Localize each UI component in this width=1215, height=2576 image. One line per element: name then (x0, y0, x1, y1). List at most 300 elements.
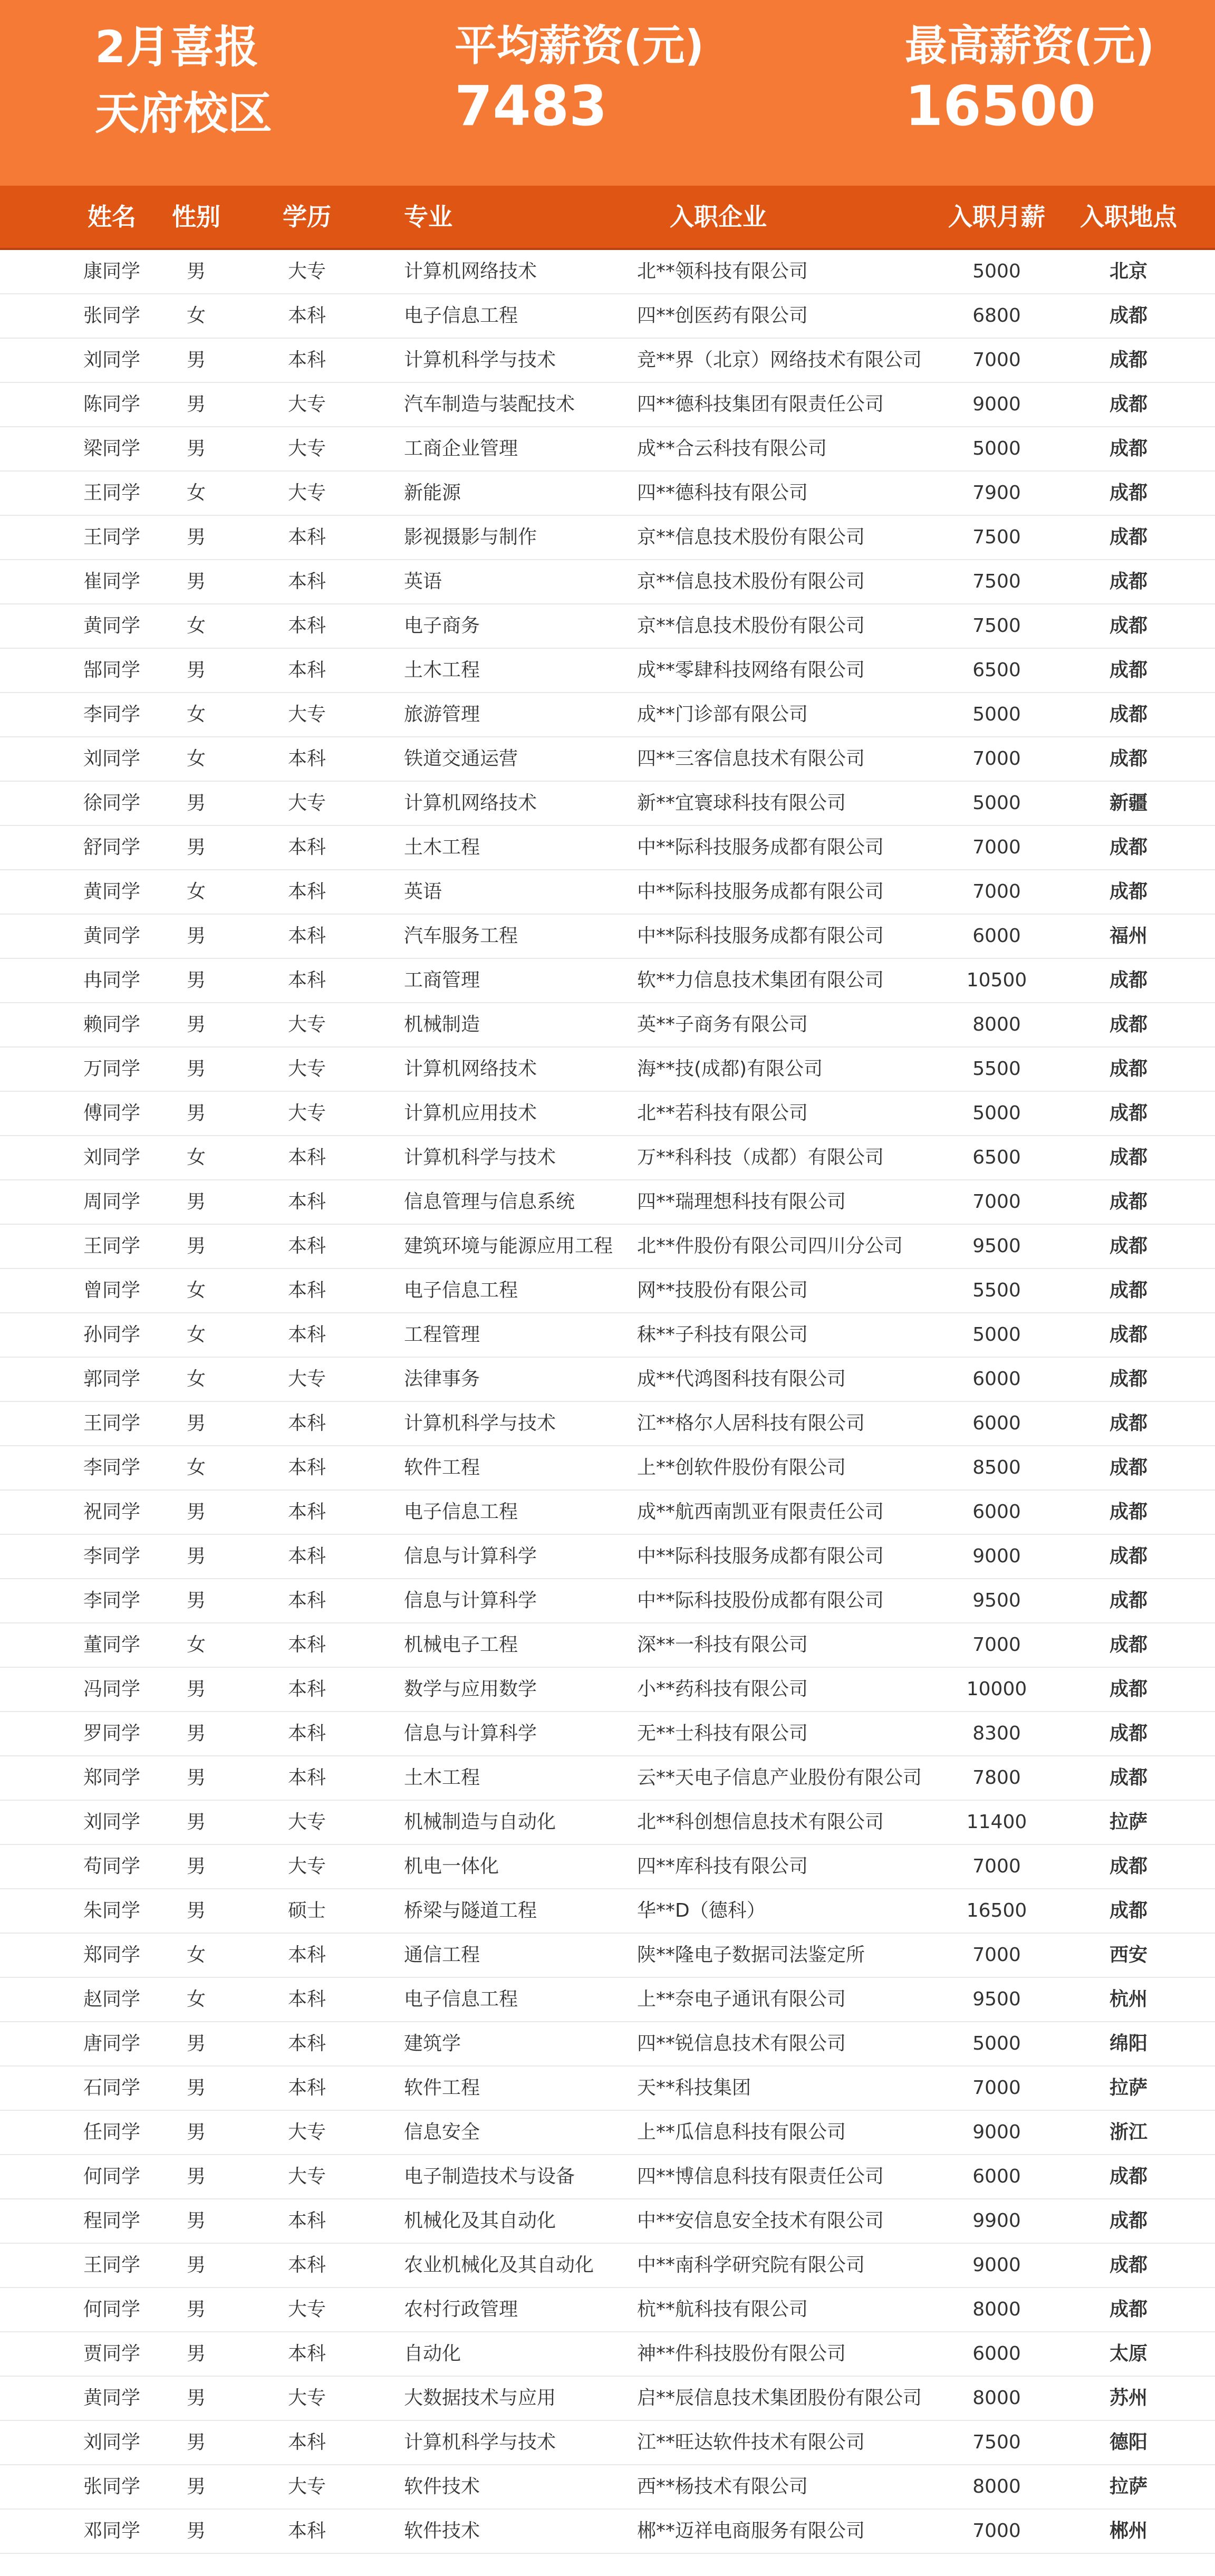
student-name: 王同学 (83, 1412, 140, 1434)
work-city: 成都 (1109, 2166, 1148, 2187)
student-major: 电子信息工程 (404, 1501, 518, 1523)
student-name: 黄同学 (83, 2387, 140, 2409)
table-row (0, 959, 1215, 1003)
work-city: 绵阳 (1109, 2033, 1148, 2054)
table-row (0, 2377, 1215, 2421)
student-education: 大专 (287, 2121, 326, 2143)
student-major: 工商管理 (404, 969, 480, 991)
student-gender: 男 (186, 969, 206, 991)
student-major: 电子信息工程 (404, 1988, 518, 2010)
student-gender: 男 (186, 1767, 206, 1789)
employer-company: 秣**子科技有限公司 (637, 1324, 808, 1345)
work-city: 成都 (1109, 305, 1148, 326)
employer-company: 中**际科技服务成都有限公司 (637, 925, 884, 947)
student-major: 桥梁与隧道工程 (404, 1900, 537, 1921)
work-city: 成都 (1109, 1191, 1148, 1213)
student-major: 计算机网络技术 (404, 1058, 537, 1080)
student-gender: 女 (186, 704, 206, 725)
monthly-salary: 7500 (972, 571, 1021, 592)
employer-company: 四**德科技有限公司 (637, 482, 808, 504)
student-gender: 男 (186, 1235, 206, 1257)
employer-company: 北**若科技有限公司 (637, 1102, 808, 1124)
student-gender: 男 (186, 792, 206, 814)
student-gender: 男 (186, 1191, 206, 1213)
table-row (0, 2288, 1215, 2332)
student-name: 徐同学 (83, 792, 140, 814)
employer-company: 小**药科技有限公司 (637, 1678, 808, 1700)
student-gender: 男 (186, 2431, 206, 2453)
monthly-salary: 7900 (972, 482, 1021, 504)
student-major: 信息与计算科学 (404, 1590, 537, 1611)
employer-company: 成**合云科技有限公司 (637, 438, 827, 459)
work-city: 成都 (1109, 1058, 1148, 1080)
employer-company: 深**一科技有限公司 (637, 1634, 808, 1656)
student-name: 康同学 (83, 261, 140, 282)
work-city: 德阳 (1109, 2431, 1148, 2453)
student-name: 何同学 (83, 2299, 140, 2320)
employer-company: 华**D（德科） (637, 1900, 766, 1921)
monthly-salary: 8000 (972, 2476, 1021, 2497)
student-name: 刘同学 (83, 748, 140, 770)
employer-company: 英**子商务有限公司 (637, 1014, 808, 1035)
student-major: 电子制造技术与设备 (404, 2166, 575, 2187)
employer-company: 陕**隆电子数据司法鉴定所 (637, 1944, 865, 1966)
employer-company: 京**信息技术股份有限公司 (637, 526, 865, 548)
table-row (0, 1402, 1215, 1446)
student-name: 舒同学 (83, 837, 140, 858)
student-education: 本科 (287, 305, 326, 326)
work-city: 西安 (1109, 1944, 1148, 1966)
table-header (0, 186, 1215, 250)
monthly-salary: 9000 (972, 2121, 1021, 2143)
student-gender: 女 (186, 1988, 206, 2010)
work-city: 成都 (1109, 1368, 1148, 1390)
student-gender: 男 (186, 2210, 206, 2232)
table-row (0, 1978, 1215, 2022)
student-education: 大专 (287, 2387, 326, 2409)
campus-name: 天府校区 (95, 88, 273, 139)
monthly-salary: 5000 (972, 2033, 1021, 2054)
student-gender: 男 (186, 1014, 206, 1035)
student-name: 冯同学 (83, 1678, 140, 1700)
student-education: 大专 (287, 1102, 326, 1124)
student-gender: 男 (186, 2254, 206, 2276)
work-city: 成都 (1109, 748, 1148, 770)
student-gender: 男 (186, 1678, 206, 1700)
student-name: 黄同学 (83, 925, 140, 947)
student-gender: 男 (186, 2033, 206, 2054)
table-row (0, 2332, 1215, 2377)
monthly-salary: 6000 (972, 2166, 1021, 2187)
student-education: 本科 (287, 1545, 326, 1567)
student-education: 本科 (287, 969, 326, 991)
table-row (0, 2465, 1215, 2510)
employer-company: 北**件股份有限公司四川分公司 (637, 1235, 903, 1257)
student-education: 本科 (287, 1280, 326, 1301)
monthly-salary: 7000 (972, 1191, 1021, 1213)
student-education: 本科 (287, 1634, 326, 1656)
student-major: 机电一体化 (404, 1856, 499, 1877)
student-name: 刘同学 (83, 2431, 140, 2453)
table-row (0, 2066, 1215, 2111)
student-name: 祝同学 (83, 1501, 140, 1523)
work-city: 浙江 (1109, 2121, 1148, 2143)
work-city: 成都 (1109, 2254, 1148, 2276)
student-name: 赖同学 (83, 1014, 140, 1035)
monthly-salary: 7000 (972, 2520, 1021, 2542)
monthly-salary: 7500 (972, 2431, 1021, 2453)
employer-company: 中**际科技服务成都有限公司 (637, 881, 884, 902)
table-row (0, 915, 1215, 959)
student-name: 王同学 (83, 1235, 140, 1257)
employer-company: 竞**界（北京）网络技术有限公司 (637, 349, 922, 371)
table-row (0, 870, 1215, 915)
header-major: 专业 (404, 203, 452, 231)
table-row (0, 1623, 1215, 1668)
table-row (0, 1003, 1215, 1047)
work-city: 成都 (1109, 881, 1148, 902)
work-city: 成都 (1109, 704, 1148, 725)
table-row (0, 250, 1215, 294)
student-education: 本科 (287, 1988, 326, 2010)
table-row (0, 516, 1215, 560)
employer-company: 成**门诊部有限公司 (637, 704, 808, 725)
student-education: 本科 (287, 615, 326, 637)
student-education: 大专 (287, 792, 326, 814)
student-education: 大专 (287, 438, 326, 459)
employer-company: 神**件科技股份有限公司 (637, 2343, 846, 2364)
student-gender: 女 (186, 1147, 206, 1168)
monthly-salary: 9000 (972, 1545, 1021, 1567)
table-row (0, 1180, 1215, 1225)
table-row (0, 1491, 1215, 1535)
table-row (0, 1845, 1215, 1889)
student-major: 农业机械化及其自动化 (404, 2254, 594, 2276)
student-education: 本科 (287, 1501, 326, 1523)
work-city: 拉萨 (1109, 1811, 1148, 1833)
student-gender: 男 (186, 659, 206, 681)
student-name: 罗同学 (83, 1723, 140, 1744)
student-major: 土木工程 (404, 659, 480, 681)
student-name: 王同学 (83, 2254, 140, 2276)
student-education: 本科 (287, 1235, 326, 1257)
work-city: 成都 (1109, 1280, 1148, 1301)
monthly-salary: 7500 (972, 615, 1021, 637)
student-gender: 男 (186, 261, 206, 282)
work-city: 成都 (1109, 1856, 1148, 1877)
employer-company: 江**格尔人居科技有限公司 (637, 1412, 865, 1434)
monthly-salary: 6500 (972, 1147, 1021, 1168)
student-education: 大专 (287, 1856, 326, 1877)
table-row (0, 1889, 1215, 1934)
student-major: 英语 (404, 881, 442, 902)
student-major: 新能源 (404, 482, 461, 504)
student-gender: 男 (186, 2476, 206, 2497)
monthly-salary: 9500 (972, 1590, 1021, 1611)
student-gender: 男 (186, 2121, 206, 2143)
student-education: 大专 (287, 704, 326, 725)
student-major: 建筑环境与能源应用工程 (404, 1235, 613, 1257)
student-gender: 男 (186, 925, 206, 947)
table-row (0, 737, 1215, 782)
student-major: 农村行政管理 (404, 2299, 518, 2320)
employer-company: 北**科创想信息技术有限公司 (637, 1811, 884, 1833)
student-gender: 男 (186, 1856, 206, 1877)
student-name: 冉同学 (83, 969, 140, 991)
student-education: 本科 (287, 349, 326, 371)
table-row (0, 472, 1215, 516)
work-city: 成都 (1109, 482, 1148, 504)
work-city: 成都 (1109, 1147, 1148, 1168)
student-name: 郭同学 (83, 1368, 140, 1390)
student-name: 王同学 (83, 482, 140, 504)
student-gender: 女 (186, 1280, 206, 1301)
monthly-salary: 11400 (966, 1811, 1027, 1833)
student-name: 李同学 (83, 1457, 140, 1478)
student-name: 何同学 (83, 2166, 140, 2187)
student-education: 本科 (287, 881, 326, 902)
employer-company: 四**库科技有限公司 (637, 1856, 808, 1877)
student-education: 大专 (287, 2476, 326, 2497)
student-gender: 男 (186, 1723, 206, 1744)
student-major: 法律事务 (404, 1368, 480, 1390)
student-gender: 男 (186, 1545, 206, 1567)
student-name: 黄同学 (83, 615, 140, 637)
monthly-salary: 9000 (972, 2254, 1021, 2276)
work-city: 成都 (1109, 1634, 1148, 1656)
student-education: 本科 (287, 1723, 326, 1744)
work-city: 成都 (1109, 615, 1148, 637)
employer-company: 中**际科技服务成都有限公司 (637, 837, 884, 858)
student-education: 本科 (287, 526, 326, 548)
table-row (0, 294, 1215, 339)
student-education: 本科 (287, 2431, 326, 2453)
student-name: 程同学 (83, 2210, 140, 2232)
student-name: 刘同学 (83, 349, 140, 371)
monthly-salary: 6500 (972, 659, 1021, 681)
student-education: 本科 (287, 1324, 326, 1345)
student-name: 张同学 (83, 305, 140, 326)
student-name: 梁同学 (83, 438, 140, 459)
employer-company: 天**科技集团 (637, 2077, 751, 2099)
student-major: 通信工程 (404, 1944, 480, 1966)
student-major: 数学与应用数学 (404, 1678, 537, 1700)
employer-company: 新**宜寰球科技有限公司 (637, 792, 846, 814)
student-education: 本科 (287, 2254, 326, 2276)
monthly-salary: 5000 (972, 1102, 1021, 1124)
student-name: 刘同学 (83, 1147, 140, 1168)
table-row (0, 2199, 1215, 2244)
student-major: 建筑学 (404, 2033, 461, 2054)
header-salary: 入职月薪 (948, 203, 1045, 231)
student-major: 软件工程 (404, 1457, 480, 1478)
student-name: 郑同学 (83, 1944, 140, 1966)
student-name: 黄同学 (83, 881, 140, 902)
monthly-salary: 5000 (972, 792, 1021, 814)
employer-company: 四**瑞理想科技有限公司 (637, 1191, 846, 1213)
student-education: 大专 (287, 1014, 326, 1035)
student-education: 本科 (287, 1944, 326, 1966)
monthly-salary: 8500 (972, 1457, 1021, 1478)
monthly-salary: 5000 (972, 1324, 1021, 1345)
table-row (0, 1756, 1215, 1801)
employer-company: 北**领科技有限公司 (637, 261, 808, 282)
work-city: 成都 (1109, 659, 1148, 681)
student-education: 本科 (287, 571, 326, 592)
student-gender: 女 (186, 305, 206, 326)
student-name: 周同学 (83, 1191, 140, 1213)
student-education: 本科 (287, 2343, 326, 2364)
table-row (0, 1047, 1215, 1092)
average-salary-value: 7483 (455, 74, 608, 138)
student-education: 本科 (287, 1147, 326, 1168)
work-city: 杭州 (1109, 1988, 1148, 2010)
work-city: 成都 (1109, 2210, 1148, 2232)
table-row (0, 1446, 1215, 1491)
student-major: 土木工程 (404, 837, 480, 858)
employer-company: 西**杨技术有限公司 (637, 2476, 808, 2497)
table-row (0, 1269, 1215, 1313)
student-education: 大专 (287, 482, 326, 504)
student-gender: 男 (186, 1102, 206, 1124)
employer-company: 京**信息技术股份有限公司 (637, 571, 865, 592)
student-major: 英语 (404, 571, 442, 592)
student-education: 本科 (287, 2033, 326, 2054)
student-major: 自动化 (404, 2343, 461, 2364)
monthly-salary: 7000 (972, 1856, 1021, 1877)
header-name: 姓名 (88, 203, 136, 231)
table-row (0, 2022, 1215, 2066)
table-row (0, 383, 1215, 427)
student-name: 朱同学 (83, 1900, 140, 1921)
table-row (0, 1535, 1215, 1579)
student-education: 本科 (287, 2077, 326, 2099)
student-education: 本科 (287, 659, 326, 681)
monthly-salary: 5500 (972, 1058, 1021, 1080)
student-gender: 男 (186, 526, 206, 548)
table-row (0, 1225, 1215, 1269)
work-city: 太原 (1109, 2343, 1148, 2364)
monthly-salary: 7000 (972, 748, 1021, 770)
work-city: 成都 (1109, 571, 1148, 592)
table-body (0, 250, 1215, 2576)
employer-company: 上**创软件股份有限公司 (637, 1457, 846, 1478)
student-education: 本科 (287, 1590, 326, 1611)
student-name: 李同学 (83, 704, 140, 725)
student-gender: 女 (186, 482, 206, 504)
student-gender: 男 (186, 2520, 206, 2542)
work-city: 成都 (1109, 349, 1148, 371)
student-major: 软件技术 (404, 2520, 480, 2542)
report-title: 2月喜报 (95, 21, 259, 73)
student-education: 本科 (287, 2210, 326, 2232)
monthly-salary: 7800 (972, 1767, 1021, 1789)
monthly-salary: 5000 (972, 438, 1021, 459)
student-major: 信息管理与信息系统 (404, 1191, 575, 1213)
student-education: 大专 (287, 2166, 326, 2187)
student-major: 机械制造 (404, 1014, 480, 1035)
monthly-salary: 6800 (972, 305, 1021, 326)
student-education: 本科 (287, 1678, 326, 1700)
header-education: 学历 (283, 203, 331, 231)
table-row (0, 782, 1215, 826)
student-education: 本科 (287, 748, 326, 770)
employer-company: 四**锐信息技术有限公司 (637, 2033, 846, 2054)
student-gender: 男 (186, 2343, 206, 2364)
student-education: 本科 (287, 1191, 326, 1213)
employer-company: 成**航西南凯亚有限责任公司 (637, 1501, 884, 1523)
student-major: 计算机应用技术 (404, 1102, 537, 1124)
student-major: 计算机网络技术 (404, 792, 537, 814)
student-major: 机械电子工程 (404, 1634, 518, 1656)
banner (0, 0, 1215, 186)
employer-company: 中**际科技股份成都有限公司 (637, 1590, 884, 1611)
student-name: 孙同学 (83, 1324, 140, 1345)
student-major: 工商企业管理 (404, 438, 518, 459)
employer-company: 四**创医药有限公司 (637, 305, 808, 326)
employer-company: 成**代鸿图科技有限公司 (637, 1368, 846, 1390)
monthly-salary: 7000 (972, 837, 1021, 858)
student-gender: 男 (186, 571, 206, 592)
work-city: 拉萨 (1109, 2077, 1148, 2099)
employer-company: 四**三客信息技术有限公司 (637, 748, 865, 770)
student-education: 本科 (287, 1457, 326, 1478)
table-row (0, 1712, 1215, 1756)
table-row (0, 2421, 1215, 2465)
monthly-salary: 8000 (972, 2299, 1021, 2320)
student-name: 苟同学 (83, 1856, 140, 1877)
table-row (0, 2244, 1215, 2288)
table-row (0, 1934, 1215, 1978)
student-gender: 男 (186, 393, 206, 415)
employer-company: 中**际科技服务成都有限公司 (637, 1545, 884, 1567)
work-city: 郴州 (1109, 2520, 1148, 2542)
table-row (0, 1668, 1215, 1712)
monthly-salary: 16500 (966, 1900, 1027, 1921)
work-city: 成都 (1109, 1102, 1148, 1124)
student-education: 本科 (287, 2520, 326, 2542)
table-row (0, 649, 1215, 693)
monthly-salary: 9500 (972, 1988, 1021, 2010)
student-major: 信息安全 (404, 2121, 480, 2143)
student-gender: 女 (186, 881, 206, 902)
monthly-salary: 9000 (972, 393, 1021, 415)
employer-company: 杭**航科技有限公司 (637, 2299, 808, 2320)
monthly-salary: 6000 (972, 1501, 1021, 1523)
employer-company: 云**天电子信息产业股份有限公司 (637, 1767, 922, 1789)
employer-company: 京**信息技术股份有限公司 (637, 615, 865, 637)
student-gender: 女 (186, 1457, 206, 1478)
work-city: 成都 (1109, 969, 1148, 991)
monthly-salary: 5000 (972, 261, 1021, 282)
work-city: 成都 (1109, 1678, 1148, 1700)
student-name: 唐同学 (83, 2033, 140, 2054)
monthly-salary: 7000 (972, 881, 1021, 902)
student-education: 大专 (287, 2299, 326, 2320)
work-city: 成都 (1109, 1723, 1148, 1744)
student-education: 大专 (287, 393, 326, 415)
table-row (0, 339, 1215, 383)
work-city: 成都 (1109, 1457, 1148, 1478)
employer-company: 四**德科技集团有限责任公司 (637, 393, 884, 415)
student-name: 陈同学 (83, 393, 140, 415)
monthly-salary: 9900 (972, 2210, 1021, 2232)
student-gender: 男 (186, 2299, 206, 2320)
header-gender: 性别 (172, 203, 220, 231)
student-gender: 女 (186, 1944, 206, 1966)
student-major: 电子信息工程 (404, 1280, 518, 1301)
student-education: 本科 (287, 837, 326, 858)
